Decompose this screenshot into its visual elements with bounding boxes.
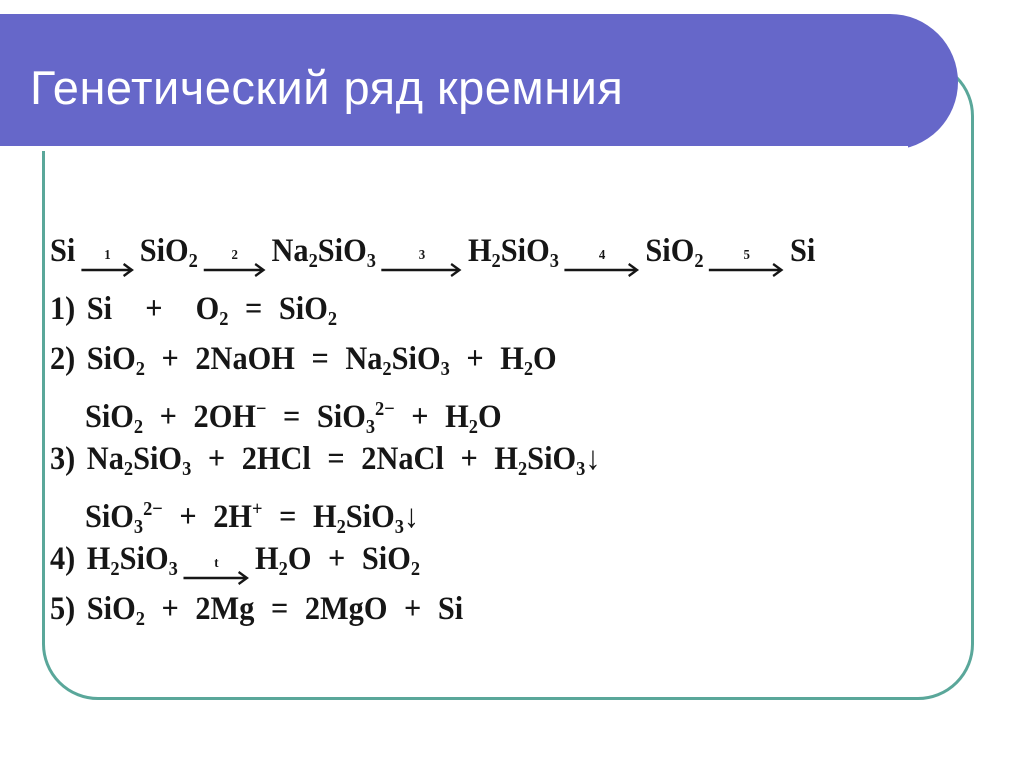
precipitate-arrow-icon: ↓ [403, 499, 420, 535]
arrow-right-icon [709, 263, 784, 277]
reaction-2-ionic: $SiO_2 + 2OH^- = SiO_3^{2-} + H_2O$ [84, 398, 502, 438]
reaction-3-ionic: $SiO_3^{2-} + 2H^+ = H_2SiO_3↓$ [84, 498, 420, 538]
reaction-5: 5) SiO$_2$ + 2Mg = 2MgO + Si [50, 591, 464, 630]
chain-si: Si [50, 233, 76, 269]
reaction-4: 4) $H_2SiO_3$ t $H_2O + SiO_2$ [50, 534, 933, 584]
arrow-right-icon [381, 263, 462, 277]
title-underline [0, 146, 908, 151]
chain-arrow-3: 3 [381, 249, 462, 277]
reaction-3: 3) $Na_2SiO_3 + 2HCl$ = 2NaCl + $H_2SiO_3↓$ [50, 441, 601, 480]
arrow-right-icon [81, 263, 134, 277]
chain-arrow-1: 1 [81, 249, 134, 277]
reaction-2: 2) SiO$_2$ + 2NaOH = $Na_2SiO_3 + H_2O$ [50, 341, 557, 380]
heat-arrow: t [183, 557, 249, 585]
chain-arrow-4: 4 [564, 249, 639, 277]
title-bar [0, 14, 958, 150]
precipitate-arrow-icon: ↓ [585, 441, 601, 477]
arrow-right-icon [183, 571, 249, 585]
reaction-1: 1) $Si + O_2 = SiO_2$ [50, 291, 338, 330]
arrow-right-icon [564, 263, 639, 277]
chain-arrow-2: 2 [203, 249, 266, 277]
arrow-right-icon [203, 263, 266, 277]
chain-arrow-5: 5 [709, 249, 784, 277]
slide-title: Генетический ряд кремния [30, 61, 624, 114]
equations-block [50, 226, 933, 634]
genetic-chain: Si 1 SiO$_2$ 2 $Na_2SiO_3$ 3 $H_2SiO_3$ 4 SiO$_2$ 5 Si [50, 226, 933, 284]
